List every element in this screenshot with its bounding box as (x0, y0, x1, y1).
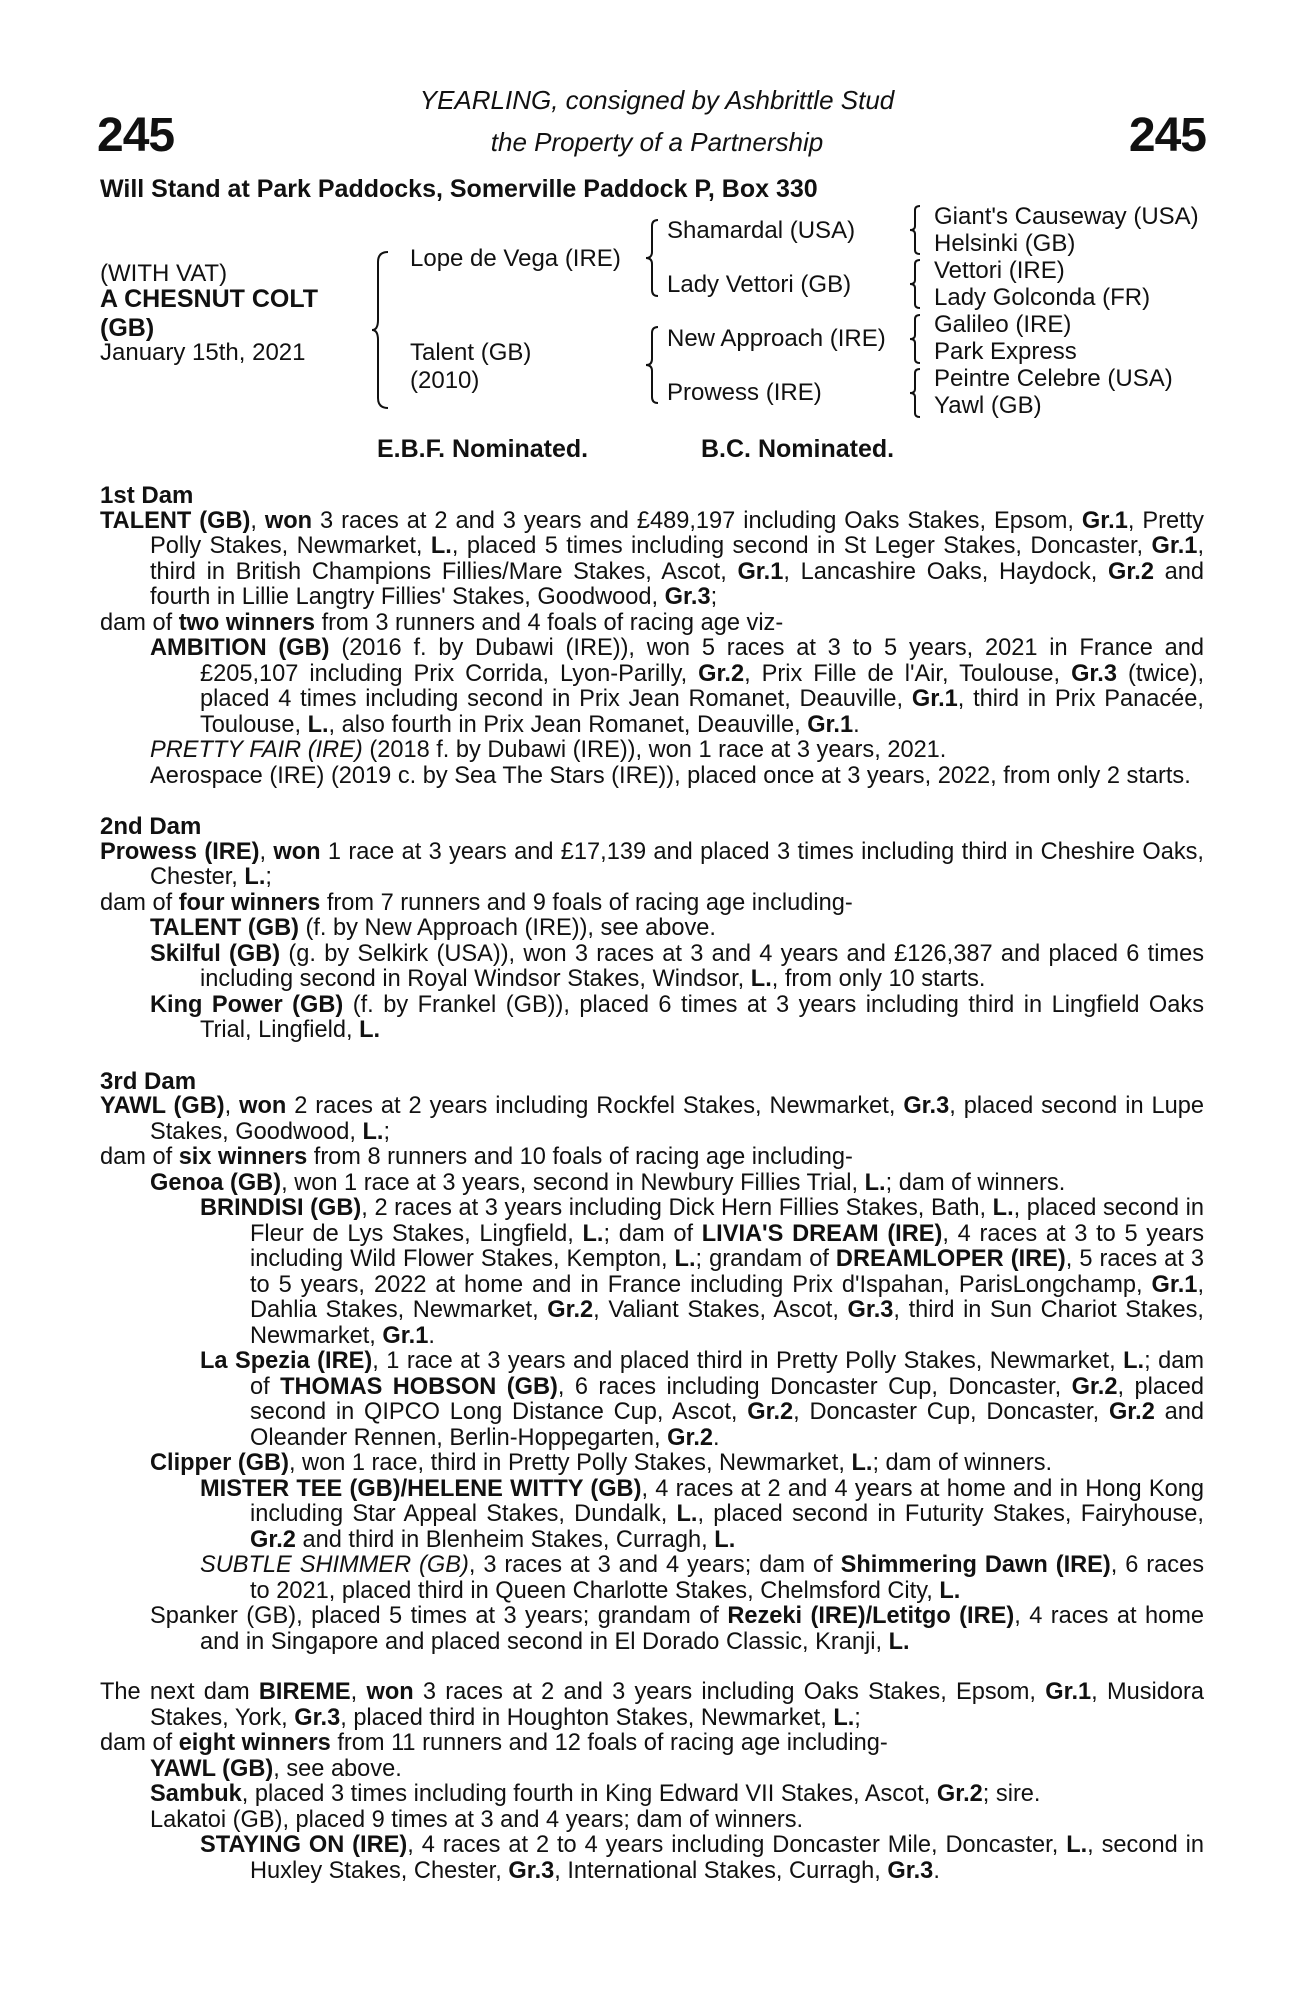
bold-text: Gr.1 (737, 558, 784, 585)
bold-text: two winners (178, 609, 316, 636)
produce-item (100, 1833, 1204, 1884)
bold-text: Gr.3 (903, 1093, 950, 1119)
sire-name: Lope de Vega (IRE) (410, 245, 621, 272)
text-run: , Musidora Stakes, York, (150, 1679, 1204, 1731)
dam-details (100, 483, 1204, 1884)
bold-text: Gr.3 (294, 1704, 341, 1731)
sss: Giant's Causeway (USA) (934, 203, 1199, 230)
bold-text: four winners (178, 889, 321, 916)
text-run: (g. by Selkirk (USA)), won 3 races at 3 and 4 years and £126,387 and placed 6 times including second in Royal Windsor Stakes, Windsor, (200, 940, 1205, 992)
ss-brace (908, 204, 924, 256)
produce-item (100, 1451, 1204, 1477)
third-dam-produce-summary (100, 1145, 1204, 1171)
text-run: , Valiant Stakes, Ascot, (593, 1297, 848, 1323)
text-run: dam of (100, 1730, 179, 1756)
text-run: ; grandam of (695, 1246, 836, 1272)
sire-dam: Lady Vettori (GB) (667, 271, 852, 298)
dam-dam: Prowess (IRE) (667, 379, 822, 406)
text-run: , 4 races at 2 and 4 years at home and in Hong Kong including Star Appeal Stakes, Dundalk, (250, 1475, 1204, 1527)
italic-text: SUBTLE SHIMMER (GB) (200, 1552, 469, 1578)
bold-text: Gr.1 (1081, 507, 1128, 534)
text-run: 3 races at 2 and 3 years including Oaks Stakes, Epsom, (413, 1679, 1046, 1705)
bold-text: won (239, 1093, 287, 1119)
lot-number-left: 245 (97, 109, 175, 162)
produce-item (100, 738, 1204, 764)
bold-text: L. (888, 1628, 910, 1655)
text-run: (f. by Frankel (GB)), placed 6 times at 3 years including third in Lingfield Oaks Trial, Lingfield, (200, 991, 1204, 1043)
ddd: Yawl (GB) (934, 392, 1042, 419)
text-run: , see above. (273, 1755, 402, 1782)
text-run: , third in Sun Chariot Stakes, Newmarket, (250, 1297, 1204, 1349)
produce-item (100, 636, 1204, 738)
text-run: from 8 runners and 10 foals of racing age including- (307, 1144, 853, 1170)
text-run: 3 races at 2 and 3 years and £489,197 including Oaks Stakes, Epsom, (312, 507, 1082, 534)
ds-brace (908, 313, 924, 365)
dss: Galileo (IRE) (934, 311, 1072, 338)
sds: Vettori (IRE) (934, 257, 1065, 284)
bold-text: L. (359, 1017, 381, 1043)
second-dam-produce-summary (100, 891, 1204, 917)
bold-text: Gr.3 (508, 1857, 555, 1884)
text-run: . (853, 711, 860, 738)
sire-brace (644, 218, 662, 298)
bold-text: L. (674, 1246, 696, 1272)
bold-text: Gr.1 (911, 686, 958, 712)
bold-text: Gr.2 (250, 1526, 296, 1553)
text-run: , 3 races at 3 and 4 years; dam of (468, 1552, 841, 1578)
text-run: , International Stakes, Curragh, (554, 1857, 888, 1884)
third-dam-heading: 3rd Dam (100, 1067, 197, 1095)
bold-text: YAWL (GB) (100, 1093, 225, 1119)
text-run: 2 races at 2 years including Rockfel Stakes, Newmarket, (286, 1093, 904, 1119)
dsd: Park Express (934, 338, 1077, 365)
text-run: 1 race at 3 years and £17,139 and placed 3 times including third in Cheshire Oaks, Chester, (150, 838, 1204, 890)
text-run: ; (265, 864, 272, 890)
produce-item (100, 1604, 1204, 1655)
bold-text: Gr.3 (664, 584, 711, 610)
vat-label: (WITH VAT) (100, 260, 228, 287)
produce-item (100, 1477, 1204, 1554)
first-dam-produce-summary (100, 611, 1204, 637)
bold-text: La Spezia (IRE) (200, 1348, 373, 1374)
text-run: , second in Huxley Stakes, Chester, (250, 1832, 1204, 1884)
first-dam-record (100, 509, 1204, 611)
text-run: , won 1 race at 3 years, second in Newbury Fillies Trial, (281, 1169, 865, 1196)
horse-name (100, 285, 318, 343)
bold-text: DREAMLOPER (IRE) (835, 1246, 1066, 1272)
text-run: , (350, 1679, 367, 1705)
bold-text: AMBITION (GB) (150, 635, 330, 661)
bold-text: Shimmering Dawn (IRE) (840, 1552, 1111, 1578)
bold-text: Clipper (GB) (150, 1450, 289, 1476)
bold-text: L. (851, 1450, 873, 1476)
produce-item (100, 1808, 1204, 1834)
bold-text: L. (939, 1577, 961, 1604)
produce-item (100, 916, 1204, 942)
bold-text: won (366, 1679, 414, 1705)
text-run: , Doncaster Cup, Doncaster, (793, 1399, 1109, 1425)
text-run: and third in Blenheim Stakes, Curragh, (295, 1526, 715, 1553)
sire-sire: Shamardal (USA) (667, 217, 856, 244)
text-run: , 4 races at home and in Singapore and placed second in El Dorado Classic, Kranji, (200, 1603, 1204, 1655)
text-run: , Prix Fille de l'Air, Toulouse, (744, 660, 1072, 687)
bold-text: Rezeki (IRE)/Letitgo (IRE) (727, 1603, 1015, 1629)
stand-location: Will Stand at Park Paddocks, Somerville Paddock P, Box 330 (100, 175, 818, 203)
bold-text: Genoa (GB) (150, 1169, 282, 1196)
text-run: , placed second in Lupe Stakes, Goodwood, (150, 1093, 1204, 1145)
produce-item (100, 993, 1204, 1044)
bold-text: eight winners (178, 1730, 331, 1756)
bold-text: LIVIA'S DREAM (IRE) (701, 1220, 943, 1247)
text-run: ; sire. (982, 1781, 1041, 1807)
horse-name-line1: A CHESNUT COLT (100, 285, 319, 313)
bold-text: THOMAS HOBSON (GB) (280, 1373, 558, 1400)
bold-text: L. (582, 1220, 604, 1247)
text-run: from 7 runners and 9 foals of racing age including- (320, 889, 853, 916)
text-run: dam of (100, 1144, 179, 1170)
bold-text: Sambuk (150, 1781, 242, 1807)
bold-text: Gr.2 (1108, 558, 1154, 585)
produce-item (100, 1171, 1204, 1197)
produce-item (100, 764, 1204, 790)
third-dam-record (100, 1094, 1204, 1145)
bold-text: Gr.2 (698, 660, 745, 687)
dam-year: (2010) (410, 367, 480, 394)
text-run: . (428, 1322, 435, 1349)
text-run: . (933, 1857, 940, 1884)
text-run: , 6 races including Doncaster Cup, Doncaster, (557, 1373, 1072, 1400)
produce-item (100, 1196, 1204, 1349)
bold-text: L. (992, 1195, 1014, 1221)
bold-text: L. (244, 864, 266, 890)
bold-text: won (264, 507, 313, 534)
bold-text: Gr.2 (1108, 1399, 1155, 1425)
bold-text: Gr.3 (1071, 660, 1117, 687)
bold-text: King Power (GB) (150, 991, 344, 1018)
text-run: (f. by New Approach (IRE)), see above. (298, 915, 716, 941)
bold-text: Gr.1 (1151, 1271, 1198, 1298)
bold-text: Gr.3 (887, 1857, 934, 1884)
bold-text: BRINDISI (GB) (200, 1195, 362, 1221)
text-run: , placed third in Houghton Stakes, Newmarket, (340, 1704, 834, 1731)
text-run: , Dahlia Stakes, Newmarket, (250, 1271, 1204, 1323)
text-run: , placed second in Futurity Stakes, Fairyhouse, (697, 1501, 1204, 1527)
bold-text: L. (864, 1169, 886, 1196)
text-run: ; dam of (603, 1220, 702, 1247)
dd-brace (908, 367, 924, 419)
produce-item (100, 942, 1204, 993)
date-of-birth: January 15th, 2021 (100, 339, 306, 366)
lot-number-right: 245 (1128, 109, 1206, 162)
text-run: , (250, 507, 265, 534)
text-run: , (259, 838, 274, 865)
bold-text: Gr.1 (1151, 533, 1198, 559)
text-run: , Lancashire Oaks, Haydock, (783, 558, 1109, 585)
text-run: , (224, 1093, 240, 1119)
text-run: , placed second in QIPCO Long Distance Cup, Ascot, (250, 1373, 1204, 1425)
bold-text: Gr.2 (547, 1297, 594, 1323)
text-run: Lakatoi (GB), placed 9 times at 3 and 4 years; dam of winners. (150, 1806, 804, 1833)
first-dam-heading: 1st Dam (100, 482, 194, 509)
text-run: , 6 races to 2021, placed third in Queen Charlotte Stakes, Chelmsford City, (250, 1552, 1205, 1604)
bold-text: TALENT (GB) (100, 507, 251, 534)
text-run: , third in Prix Panacée, Toulouse, (200, 686, 1204, 738)
text-run: ; (383, 1118, 391, 1145)
text-run: , placed second in Fleur de Lys Stakes, Lingfield, (250, 1195, 1204, 1247)
bc-nomination: B.C. Nominated. (701, 435, 895, 463)
text-run: (2016 f. by Dubawi (IRE)), won 5 races at 3 to 5 years, 2021 in France and £205,107 including Prix Corrida, Lyon-Parilly, (200, 635, 1204, 687)
text-run: , placed 3 times including fourth in King Edward VII Stakes, Ascot, (241, 1781, 937, 1807)
produce-item (100, 1553, 1204, 1604)
dam-brace (644, 325, 662, 405)
bold-text: L. (750, 966, 772, 992)
bold-text: TALENT (GB) (150, 915, 299, 941)
dam-sire: New Approach (IRE) (667, 325, 886, 352)
bold-text: L. (430, 533, 452, 559)
text-run: , 4 races at 2 to 4 years including Doncaster Mile, Doncaster, (407, 1832, 1067, 1858)
ebf-nomination: E.B.F. Nominated. (377, 435, 589, 463)
text-run: , from only 10 starts. (771, 966, 986, 992)
text-run: . (713, 1424, 720, 1451)
text-run: , 4 races at 3 to 5 years including Wild Flower Stakes, Kempton, (250, 1220, 1204, 1272)
bold-text: won (273, 838, 321, 865)
text-run: , also fourth in Prix Jean Romanet, Deauville, (328, 711, 808, 738)
bold-text: L. (833, 1704, 855, 1731)
text-run: and fourth in Lillie Langtry Fillies' Stakes, Goodwood, (150, 558, 1205, 610)
bold-text: L. (307, 711, 329, 738)
bold-text: BIREME (258, 1679, 351, 1705)
dam-name: Talent (GB) (410, 339, 532, 366)
bold-text: L. (714, 1526, 736, 1553)
bold-text: Gr.2 (1071, 1373, 1118, 1400)
text-run: from 11 runners and 12 foals of racing age including- (330, 1730, 888, 1756)
bold-text: Skilful (GB) (150, 940, 281, 967)
text-run: ; (854, 1704, 861, 1731)
text-run: and Oleander Rennen, Berlin-Hoppegarten, (250, 1399, 1204, 1451)
produce-item (100, 1782, 1204, 1808)
text-run: , Pretty Polly Stakes, Newmarket, (150, 507, 1204, 559)
text-run: from 3 runners and 4 foals of racing age viz- (315, 609, 784, 636)
ssd: Helsinki (GB) (934, 230, 1076, 257)
sdd: Lady Golconda (FR) (934, 284, 1151, 311)
text-run: Aerospace (IRE) (2019 c. by Sea The Stars (IRE)), placed once at 3 years, 2022, from only 2 starts. (150, 762, 1191, 789)
text-run: , placed 5 times including second in St Leger Stakes, Doncaster, (451, 533, 1152, 559)
bold-text: Gr.3 (847, 1297, 894, 1323)
bold-text: Gr.2 (936, 1781, 983, 1807)
bold-text: six winners (178, 1144, 308, 1170)
bold-text: Gr.1 (382, 1322, 429, 1349)
next-dam-produce-summary (100, 1731, 1204, 1757)
text-run: dam of (100, 889, 179, 916)
dds: Peintre Celebre (USA) (934, 365, 1173, 392)
bold-text: Gr.1 (807, 711, 854, 738)
text-run: , 5 races at 3 to 5 years, 2022 at home and in France including Prix d'Ispahan, ParisLongchamp, (250, 1246, 1204, 1298)
produce-item (100, 1757, 1204, 1783)
bold-text: L. (1066, 1832, 1088, 1858)
second-dam-heading: 2nd Dam (100, 813, 202, 840)
bold-text: L. (676, 1501, 698, 1527)
bold-text: L. (1123, 1348, 1145, 1374)
bold-text: Gr.2 (747, 1399, 794, 1425)
text-run: The next dam (100, 1679, 259, 1705)
text-run: ; (710, 584, 718, 610)
property-line: the Property of a Partnership (490, 127, 824, 157)
text-run: ; dam of winners. (872, 1450, 1053, 1476)
italic-text: PRETTY FAIR (IRE) (150, 737, 363, 763)
text-run: Spanker (GB), placed 5 times at 3 years; grandam of (150, 1603, 728, 1629)
pedigree-main-brace (370, 250, 392, 410)
text-run: , third in British Champions Fillies/Mare Stakes, Ascot, (150, 533, 1204, 585)
text-run: ; dam of winners. (885, 1169, 1066, 1196)
bold-text: MISTER TEE (GB)/HELENE WITTY (GB) (200, 1475, 642, 1502)
text-run: dam of (100, 609, 179, 636)
consignor-line: YEARLING, consigned by Ashbrittle Stud (419, 85, 895, 115)
text-run: , won 1 race, third in Pretty Polly Stakes, Newmarket, (288, 1450, 852, 1476)
bold-text: Gr.1 (1045, 1679, 1092, 1705)
horse-name-line2: (GB) (100, 314, 155, 342)
text-run: (2018 f. by Dubawi (IRE)), won 1 race at 3 years, 2021. (362, 737, 947, 763)
bold-text: Prowess (IRE) (100, 838, 260, 865)
bold-text: STAYING ON (IRE) (200, 1832, 408, 1858)
bold-text: Gr.2 (667, 1424, 714, 1451)
sd-brace (908, 258, 924, 310)
bold-text: L. (362, 1118, 384, 1145)
second-dam-record (100, 840, 1204, 891)
produce-item (100, 1349, 1204, 1451)
bold-text: YAWL (GB) (150, 1755, 274, 1782)
text-run: ; dam of (250, 1348, 1205, 1400)
text-run: (twice), placed 4 times including second in Prix Jean Romanet, Deauville, (200, 660, 1205, 712)
next-dam-record (100, 1680, 1204, 1731)
text-run: , 1 race at 3 years and placed third in Pretty Polly Stakes, Newmarket, (372, 1348, 1124, 1374)
text-run: , 2 races at 3 years including Dick Hern Fillies Stakes, Bath, (361, 1195, 993, 1221)
